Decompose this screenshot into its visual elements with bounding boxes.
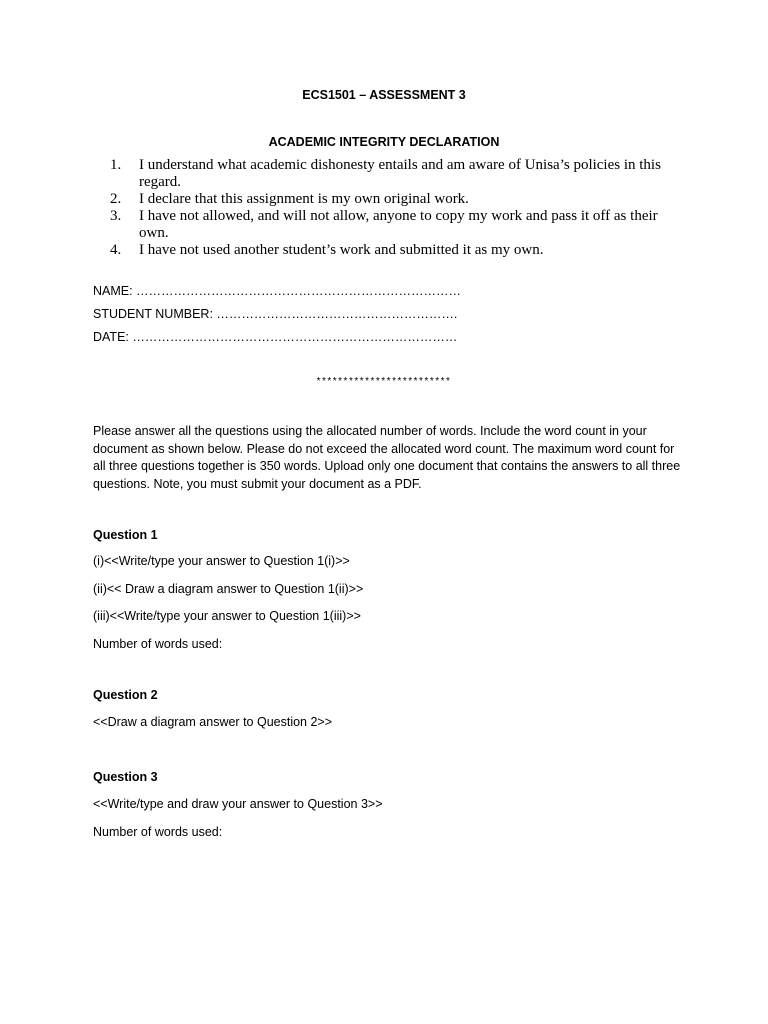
question-1-heading: Question 1 <box>93 528 158 542</box>
question-3-heading: Question 3 <box>93 770 158 784</box>
question-1-part-iii[interactable]: (iii)<<Write/type your answer to Question 1(iii)>> <box>93 609 361 623</box>
question-2-heading: Question 2 <box>93 688 158 702</box>
declaration-text: I have not used another student’s work and submitted it as my own. <box>139 242 544 258</box>
date-field[interactable]: DATE: …………………………………………………………………… <box>93 330 458 344</box>
declaration-number: 1. <box>110 157 122 173</box>
declaration-item <box>110 157 670 191</box>
question-2-answer-prompt[interactable]: <<Draw a diagram answer to Question 2>> <box>93 715 333 729</box>
question-1-part-ii[interactable]: (ii)<< Draw a diagram answer to Question 1(ii)>> <box>93 582 364 596</box>
question-3-word-count: Number of words used: <box>93 825 223 839</box>
name-field[interactable]: NAME: …………………………………………………………………… <box>93 284 462 298</box>
declaration-item <box>110 208 670 242</box>
declaration-number: 4. <box>110 242 122 258</box>
asterisk-separator: ************************* <box>316 376 452 387</box>
question-1-part-i[interactable]: (i)<<Write/type your answer to Question 1(i)>> <box>93 554 350 568</box>
declaration-text: I have not allowed, and will not allow, anyone to copy my work and pass it off as their own. <box>139 208 658 241</box>
instructions-paragraph: Please answer all the questions using the allocated number of words. Include the word count in your document as shown below. Please do not exceed the allocated word count. The maximum word count for all three questions together is 350 words. Upload only one document that contains the answers to all three questions. Note, you must submit your document as a PDF. <box>93 424 681 491</box>
document-title: ECS1501 – ASSESSMENT 3 <box>302 88 466 102</box>
declaration-item <box>110 191 670 208</box>
question-1-word-count: Number of words used: <box>93 637 223 651</box>
declaration-text: I declare that this assignment is my own original work. <box>139 191 469 207</box>
declaration-list <box>110 157 670 259</box>
declaration-title: ACADEMIC INTEGRITY DECLARATION <box>268 135 500 149</box>
student-number-field[interactable]: STUDENT NUMBER: …………………………………………………. <box>93 307 458 321</box>
declaration-number: 3. <box>110 208 122 224</box>
declaration-item <box>110 242 670 259</box>
question-3-answer-prompt[interactable]: <<Write/type and draw your answer to Question 3>> <box>93 797 383 811</box>
declaration-number: 2. <box>110 191 122 207</box>
declaration-text: I understand what academic dishonesty entails and am aware of Unisa’s policies in this regard. <box>139 157 661 190</box>
